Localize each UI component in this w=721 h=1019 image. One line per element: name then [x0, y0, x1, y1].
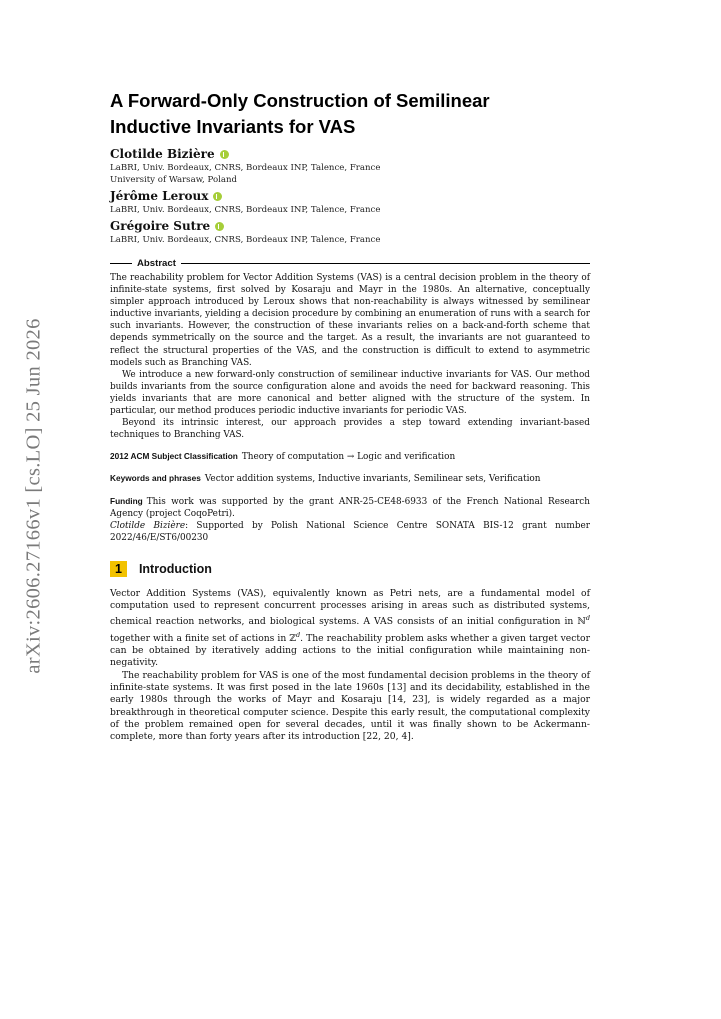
title-line-2: Inductive Invariants for VAS — [110, 116, 356, 137]
author-1 — [110, 146, 590, 186]
abstract-paragraph: We introduce a new forward-only construction of semilinear inductive invariants for VAS. Our method builds invariants from the source configuration alone and avoids the need for backward reasoning. This yields invariants that are more canonical and better aligned with the structure of the system. In particular, our method produces periodic inductive invariants for periodic VAS. — [110, 369, 590, 417]
author-affiliation: University of Warsaw, Poland — [110, 175, 238, 185]
abstract-heading-text: Abstract — [137, 258, 176, 269]
author-affiliation: LaBRI, Univ. Bordeaux, CNRS, Bordeaux INP, Talence, France — [110, 235, 381, 245]
intro-text: . The reachability problem asks whether a given target vector can be obtained by iteratively adding actions to the initial configuration while maintaining non-negativity. — [110, 632, 590, 669]
author-name: Grégoire Sutre — [110, 219, 211, 233]
acm-label: 2012 ACM Subject Classification — [110, 451, 238, 462]
arxiv-sidebar — [14, 298, 54, 693]
abstract-heading — [110, 258, 590, 269]
exponent: d — [296, 630, 301, 639]
funding-label: Funding — [110, 495, 143, 506]
keywords-label: Keywords and phrases — [110, 473, 201, 484]
author-3 — [110, 218, 590, 246]
abstract-rule-left — [110, 263, 132, 264]
section-title: Introduction — [138, 561, 212, 576]
author-affiliation: LaBRI, Univ. Bordeaux, CNRS, Bordeaux INP, Talence, France — [110, 163, 381, 173]
keywords — [110, 472, 590, 485]
orcid-icon[interactable] — [215, 222, 224, 231]
author-name: Clotilde Bizière — [110, 147, 215, 161]
intro-text: Vector Addition Systems (VAS), equivalently known as Petri nets, are a fundamental model of computation used to represent concurrent processes arising in areas such as distributed systems, chemical reaction networks, and biological systems. A VAS consists of an initial configuration in — [110, 587, 590, 628]
intro-text: together with a finite set of actions in — [110, 632, 290, 644]
funding-person-text: : Supported by Polish National Science Centre SONATA BIS-12 grant number 2022/46/E/ST6/00230 — [110, 520, 590, 543]
exponent: d — [585, 614, 590, 623]
integers-symbol: ℤ — [289, 632, 296, 644]
title-line-1: A Forward-Only Construction of Semilinear — [110, 90, 490, 111]
keywords-text: Vector addition systems, Inductive invariants, Semilinear sets, Verification — [204, 474, 541, 485]
funding-person: Clotilde Bizière — [110, 520, 186, 531]
acm-classification — [110, 450, 590, 463]
abstract-paragraph: Beyond its intrinsic interest, our approach provides a step toward extending invariant-based techniques to Branching VAS. — [110, 418, 590, 441]
intro-paragraph-2: The reachability problem for VAS is one of the most fundamental decision problems in the theory of infinite-state systems. It was first posed in the late 1960s [13] and its decidability, established in the early 1980s through the works of Mayr and Kosaraju [14, 23], is widely regarded as a major breakthrough in theoretical computer science. Despite this early result, the computational complexity of the problem remained open for several decades, until it was finally shown to be Ackermann-complete, more than forty years after its introduction [22, 20, 4]. — [110, 669, 590, 743]
abstract-paragraph: The reachability problem for Vector Addition Systems (VAS) is a central decision problem in the theory of infinite-state systems, first solved by Kosaraju and Mayr in the 1980s. An alternative, conceptually simpler approach introduced by Leroux shows that non-reachability is always witnessed by semilinear inductive invariants, yielding a decision procedure by combining an enumeration of runs with a search for such invariants. However, the construction of these invariants relies on a back-and-forth scheme that depends symmetrically on the source and the target. As a result, the invariants are not guaranteed to reflect the structural properties of the VAS, and the construction is difficult to extend to asymmetric models such as Branching VAS. — [110, 273, 590, 368]
acm-text: Theory of computation → Logic and verification — [241, 452, 456, 463]
orcid-icon[interactable] — [220, 150, 229, 159]
author-affiliation: LaBRI, Univ. Bordeaux, CNRS, Bordeaux INP, Talence, France — [110, 205, 381, 215]
paper-title — [110, 88, 590, 140]
funding — [110, 495, 590, 544]
intro-paragraph-1 — [110, 588, 590, 670]
section-number: 1 — [110, 561, 127, 577]
orcid-icon[interactable] — [213, 192, 222, 201]
arxiv-identifier: arXiv:2606.27166v1 [cs.LO] 25 Jun 2026 — [22, 317, 45, 674]
naturals-symbol: ℕ — [577, 616, 586, 628]
abstract-rule-right — [181, 263, 590, 264]
section-heading — [110, 561, 590, 577]
author-name: Jérôme Leroux — [110, 189, 209, 203]
funding-text: This work was supported by the grant ANR-25-CE48-6933 of the French National Research Agency (project CoqoPetri). — [110, 496, 590, 519]
paper-page — [110, 88, 590, 744]
author-2 — [110, 188, 590, 216]
